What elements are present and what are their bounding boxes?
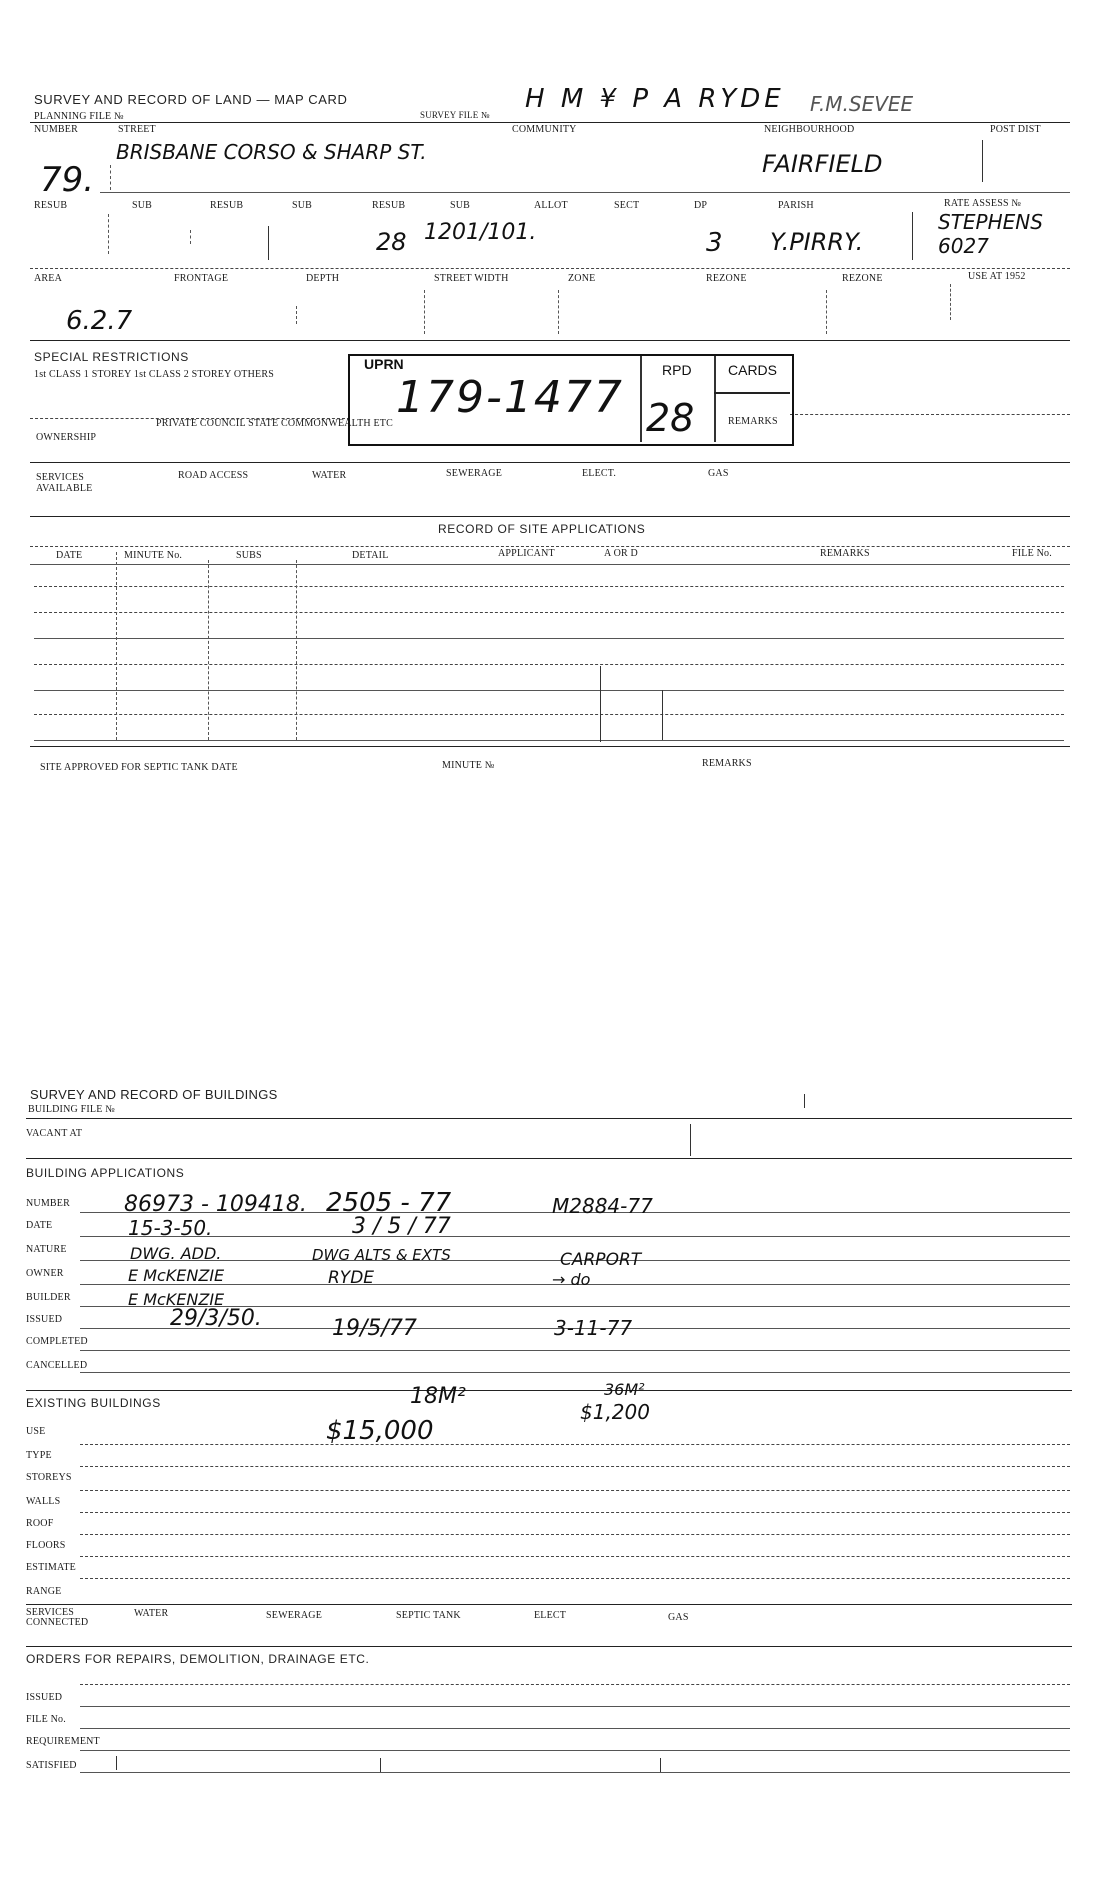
site-row-line (34, 714, 1064, 715)
row-issued-label: ISSUED (26, 1314, 63, 1325)
sewerage-label: SEWERAGE (446, 468, 503, 479)
site-col-a-or-d: A OR D (604, 548, 638, 559)
existing-value-1: $15,000 (326, 1416, 434, 1446)
divider (950, 284, 951, 320)
row-builder-label: BUILDER (26, 1292, 71, 1303)
row-line (80, 1684, 1070, 1685)
divider (190, 230, 191, 244)
sect-label: SECT (614, 200, 640, 211)
row-line (80, 1372, 1070, 1373)
divider (912, 212, 913, 260)
rpd-label: RPD (662, 362, 692, 378)
uprn-label: UPRN (364, 356, 404, 372)
rule (26, 1158, 1072, 1159)
site-col-applicant: APPLICANT (498, 548, 555, 559)
app-nature-3: CARPORT (560, 1250, 642, 1270)
area-value: 6.2.7 (66, 306, 133, 336)
app-builder-1: E McKENZIE (128, 1290, 225, 1309)
street-value: BRISBANE CORSO & SHARP ST. (116, 140, 427, 164)
divider (558, 290, 559, 334)
rule (100, 192, 1070, 193)
site-col-divider (600, 666, 601, 742)
app-issued-1: 29/3/50. (170, 1306, 262, 1331)
site-applications-title: RECORD OF SITE APPLICATIONS (438, 522, 646, 536)
rule (30, 462, 1070, 463)
street-label: STREET (118, 124, 156, 135)
divider (424, 290, 425, 334)
svc-gas: GAS (668, 1612, 689, 1623)
svc-water: WATER (134, 1608, 169, 1619)
existing-estimate-label: ESTIMATE (26, 1562, 76, 1573)
rezone-label: REZONE (706, 273, 747, 284)
neighbourhood-label: NEIGHBOURHOOD (764, 124, 855, 135)
row-line (80, 1466, 1070, 1467)
rule (30, 122, 1070, 123)
rule (30, 516, 1070, 517)
existing-type-label: TYPE (26, 1450, 52, 1461)
row-line (80, 1534, 1070, 1535)
stamp-divider (714, 356, 716, 442)
rule (30, 340, 1070, 341)
row-number-label: NUMBER (26, 1198, 70, 1209)
divider (380, 1758, 381, 1772)
divider (116, 1756, 117, 1770)
divider (660, 1758, 661, 1772)
svc-septic: SEPTIC TANK (396, 1610, 461, 1621)
septic-label: SITE APPROVED FOR SEPTIC TANK DATE (40, 762, 238, 773)
septic-remarks-label: REMARKS (702, 758, 752, 769)
rate-assess-value: STEPHENS 6027 (938, 210, 1043, 258)
svc-elect: ELECT (534, 1610, 567, 1621)
services-connected-label: SERVICES CONNECTED (26, 1607, 89, 1628)
dp-value: 3 (706, 228, 723, 258)
resub-value: 28 (376, 228, 407, 256)
resub-label: RESUB (34, 200, 68, 211)
site-row-line (34, 740, 1064, 741)
rule (26, 1390, 1072, 1391)
divider (982, 140, 983, 182)
app-nature-1: DWG. ADD. (130, 1244, 222, 1263)
existing-floors-label: FLOORS (26, 1540, 66, 1551)
remarks-label: REMARKS (728, 416, 778, 427)
row-line (80, 1772, 1070, 1773)
building-file-label: BUILDING FILE № (28, 1104, 115, 1115)
site-row-line (34, 638, 1064, 639)
row-completed-label: COMPLETED (26, 1336, 88, 1347)
rule (790, 414, 1070, 415)
area-label: AREA (34, 273, 63, 284)
app-number-3: M2884-77 (552, 1194, 653, 1218)
orders-file-label: FILE No. (26, 1714, 66, 1725)
cards-label: CARDS (728, 362, 778, 378)
elect-label: ELECT. (582, 468, 617, 479)
divider (826, 290, 827, 334)
buildings-card-title: SURVEY AND RECORD OF BUILDINGS (30, 1087, 278, 1102)
sub-label: SUB (132, 200, 153, 211)
row-line (80, 1578, 1070, 1579)
rule (26, 1604, 1072, 1605)
rule (30, 546, 1070, 547)
site-row-line (34, 664, 1064, 665)
rule (26, 1646, 1072, 1647)
site-col-divider (662, 690, 663, 740)
uprn-value: 179-1477 (396, 372, 624, 423)
gas-label: GAS (708, 468, 729, 479)
app-date-1: 15-3-50. (128, 1216, 213, 1240)
divider (268, 226, 269, 260)
orders-satisfied-label: SATISFIED (26, 1760, 77, 1771)
community-label: COMMUNITY (512, 124, 577, 135)
existing-area-2: 36M² (604, 1380, 645, 1399)
site-row-line (34, 612, 1064, 613)
use-at-label: USE AT 1952 (968, 271, 1026, 282)
number-value: 79. (40, 160, 95, 200)
sub-fraction-value: 1201/101. (424, 220, 537, 245)
number-label: NUMBER (34, 124, 78, 135)
site-col-divider (116, 552, 117, 740)
resub-label-2: RESUB (210, 200, 244, 211)
existing-use-label: USE (26, 1426, 46, 1437)
site-col-detail: DETAIL (352, 550, 389, 561)
depth-label: DEPTH (306, 273, 340, 284)
dp-label: DP (694, 200, 708, 211)
site-col-subs: SUBS (236, 550, 262, 561)
rule (30, 564, 1070, 565)
row-owner-label: OWNER (26, 1268, 64, 1279)
site-col-remarks: REMARKS (820, 548, 870, 559)
septic-minute-label: MINUTE № (442, 760, 495, 771)
existing-range-label: RANGE (26, 1586, 62, 1597)
survey-file-label: SURVEY FILE № (420, 110, 490, 120)
water-label: WATER (312, 470, 347, 481)
site-col-file: FILE No. (1012, 548, 1052, 559)
rpd-value: 28 (646, 396, 695, 440)
post-dist-label: POST DIST (990, 124, 1041, 135)
rezone-label-2: REZONE (842, 273, 883, 284)
row-line (80, 1444, 1070, 1445)
site-row-line (34, 690, 1064, 691)
stamp-rule (714, 392, 790, 394)
site-col-divider (296, 560, 297, 740)
row-nature-label: NATURE (26, 1244, 67, 1255)
rule (30, 268, 1070, 269)
header-handwriting-right: F.M.SEVEE (810, 92, 914, 116)
row-line (80, 1706, 1070, 1707)
rule (30, 746, 1070, 747)
row-line (80, 1490, 1070, 1491)
services-label: SERVICES AVAILABLE (36, 472, 93, 494)
row-line (80, 1512, 1070, 1513)
header-handwriting: H M ¥ P A RYDE (525, 84, 785, 114)
ownership-label: OWNERSHIP (36, 432, 97, 443)
app-number-1: 86973 - 109418. (124, 1192, 307, 1217)
neighbourhood-value: FAIRFIELD (762, 150, 883, 178)
orders-label: ORDERS FOR REPAIRS, DEMOLITION, DRAINAGE ETC. (26, 1652, 370, 1666)
existing-roof-label: ROOF (26, 1518, 54, 1529)
site-col-divider (208, 560, 209, 740)
parish-label: PARISH (778, 200, 814, 211)
site-col-minute: MINUTE No. (124, 550, 183, 561)
street-width-label: STREET WIDTH (434, 273, 509, 284)
site-col-date: DATE (56, 550, 83, 561)
planning-file-label: PLANNING FILE № (34, 111, 124, 122)
existing-buildings-label: EXISTING BUILDINGS (26, 1396, 161, 1410)
row-date-label: DATE (26, 1220, 53, 1231)
divider (804, 1094, 805, 1108)
stamp-divider (640, 356, 642, 442)
row-line (80, 1556, 1070, 1557)
row-line (80, 1236, 1070, 1237)
frontage-label: FRONTAGE (174, 273, 229, 284)
app-date-2: 3 / 5 / 77 (352, 1214, 451, 1239)
land-card-title: SURVEY AND RECORD OF LAND — MAP CARD (34, 92, 348, 107)
row-line (80, 1750, 1070, 1751)
divider (108, 214, 109, 254)
app-issued-3: 3-11-77 (554, 1316, 633, 1340)
rate-assess-label: RATE ASSESS № (944, 198, 1022, 209)
app-issued-2: 19/5/77 (332, 1316, 417, 1341)
existing-area-1: 18M² (410, 1384, 466, 1409)
divider (690, 1124, 691, 1156)
allot-label: ALLOT (534, 200, 568, 211)
app-number-2: 2505 - 77 (326, 1188, 452, 1218)
class-line-label: 1st CLASS 1 STOREY 1st CLASS 2 STOREY OTHERS (34, 369, 274, 380)
row-line (80, 1350, 1070, 1351)
special-restrictions-label: SPECIAL RESTRICTIONS (34, 350, 189, 364)
sub-label-2: SUB (292, 200, 313, 211)
app-owner-1: E McKENZIE (128, 1266, 225, 1285)
existing-storeys-label: STOREYS (26, 1472, 72, 1483)
existing-value-2: $1,200 (580, 1400, 650, 1424)
existing-walls-label: WALLS (26, 1496, 61, 1507)
rule (26, 1118, 1072, 1119)
orders-requirement-label: REQUIREMENT (26, 1736, 100, 1747)
site-row-line (34, 586, 1064, 587)
building-applications-label: BUILDING APPLICATIONS (26, 1166, 185, 1180)
app-owner-2: RYDE (328, 1268, 375, 1288)
svc-sewerage: SEWERAGE (266, 1610, 323, 1621)
ownership-options: PRIVATE COUNCIL STATE COMMONWEALTH ETC (156, 418, 393, 429)
row-cancelled-label: CANCELLED (26, 1360, 88, 1371)
orders-issued-label: ISSUED (26, 1692, 63, 1703)
resub-label-3: RESUB (372, 200, 406, 211)
app-owner-3: → do (552, 1270, 591, 1289)
zone-label: ZONE (568, 273, 596, 284)
road-access-label: ROAD ACCESS (178, 470, 249, 481)
row-line (80, 1728, 1070, 1729)
vacant-at-label: VACANT AT (26, 1128, 83, 1139)
sub-label-3: SUB (450, 200, 471, 211)
divider (296, 306, 297, 324)
parish-value: Y.PIRRY. (770, 228, 864, 256)
divider (110, 165, 111, 190)
app-nature-2: DWG ALTS & EXTS (312, 1246, 451, 1264)
